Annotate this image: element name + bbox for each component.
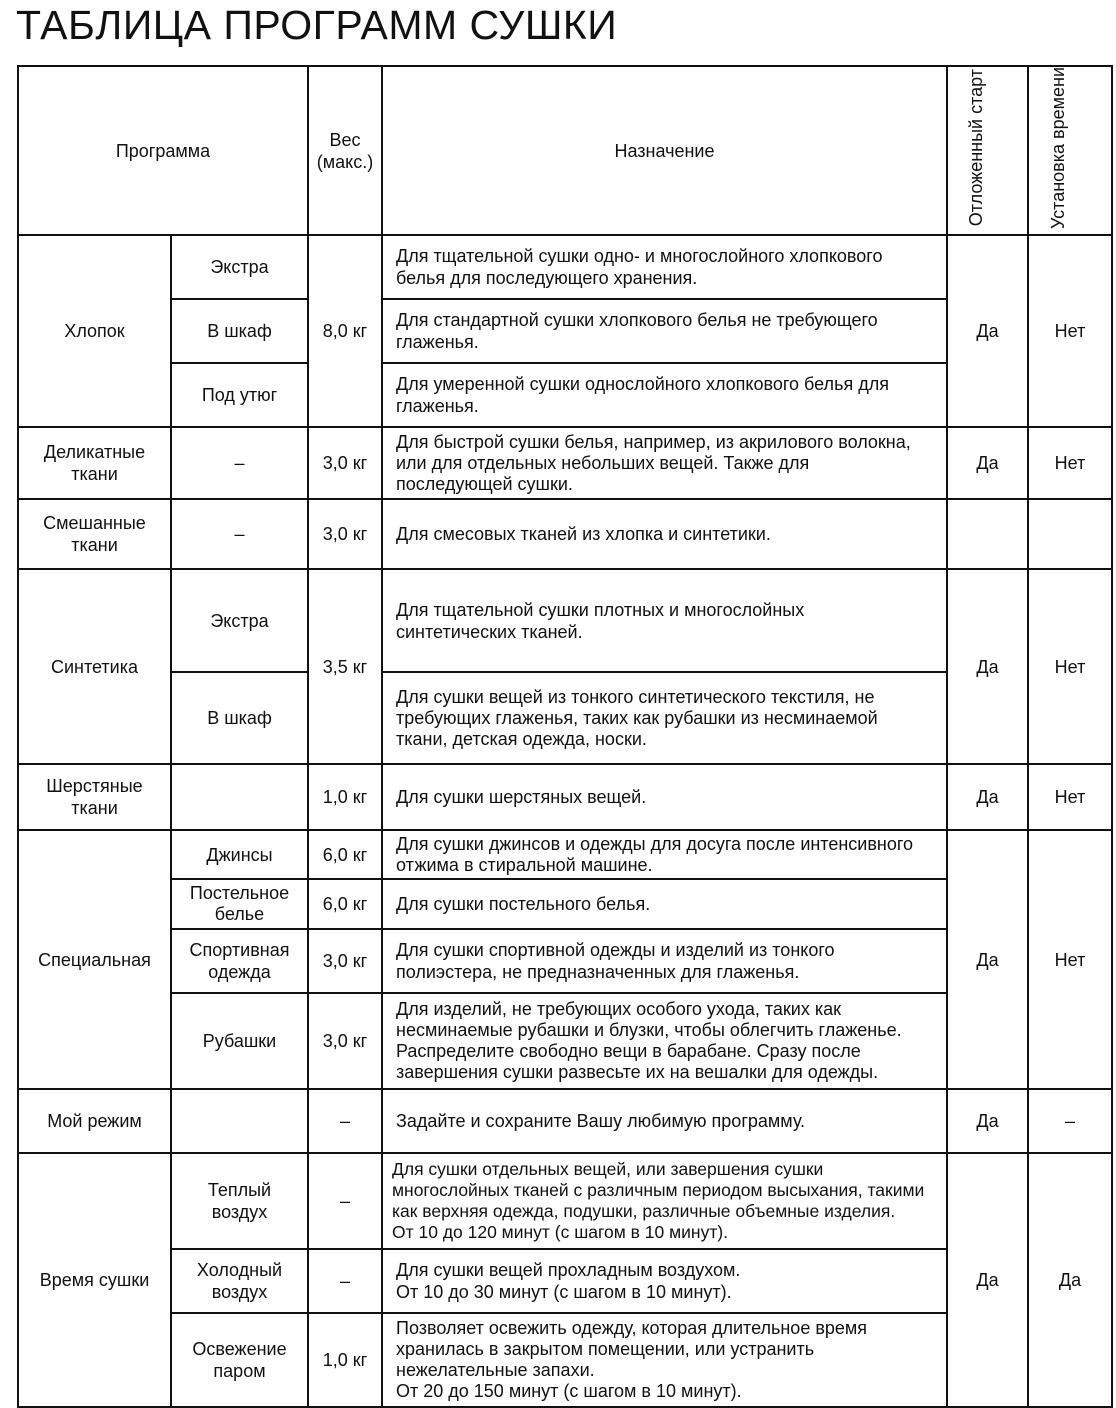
header-purpose: Назначение	[382, 66, 947, 235]
program-description: Для сушки постельного белья.	[382, 879, 947, 929]
program-name: Мой режим	[18, 1089, 171, 1153]
program-name: Время сушки	[18, 1153, 171, 1407]
table-row	[18, 569, 1112, 672]
program-name: Синтетика	[18, 569, 171, 764]
program-description: Для тщательной сушки одно- и многослойного хлопкового белья для последующего хранения.	[382, 235, 947, 299]
time-setting-value: –	[1028, 1089, 1112, 1153]
subprogram-name: Освежение паром	[171, 1313, 308, 1407]
time-setting-value: Да	[1028, 1153, 1112, 1407]
program-weight: –	[308, 1249, 382, 1313]
program-description: Позволяет освежить одежду, которая длительное время хранилась в закрытом помещении, или устранить нежелательные запахи. От 20 до 150 минут (с шагом в 10 минут).	[382, 1313, 947, 1407]
subprogram-name: В шкаф	[171, 672, 308, 764]
program-description: Для изделий, не требующих особого ухода, таких как несминаемые рубашки и блузки, чтобы облегчить глаженье. Распределите свободно вещи в барабане. Сразу после завершения сушки развесьте их на вешалки для одежды.	[382, 993, 947, 1089]
delayed-start-value: Да	[947, 1089, 1028, 1153]
program-name: Специальная	[18, 830, 171, 1089]
program-weight: 1,0 кг	[308, 764, 382, 830]
program-description: Для стандартной сушки хлопкового белья не требующего глаженья.	[382, 299, 947, 363]
header-delayed-start-label: Отложенный старт	[965, 69, 986, 227]
delayed-start-value: Да	[947, 427, 1028, 499]
subprogram-name: Рубашки	[171, 993, 308, 1089]
drying-programs-table	[17, 65, 1113, 1408]
delayed-start-value: Да	[947, 569, 1028, 764]
subprogram-name: –	[171, 427, 308, 499]
time-setting-value: Нет	[1028, 235, 1112, 427]
program-description: Для сушки вещей из тонкого синтетического текстиля, не требующих глаженья, таких как рубашки из несминаемой ткани, детская одежда, носки.	[382, 672, 947, 764]
header-time-setting-label: Установка времени	[1048, 67, 1068, 230]
subprogram-name: Холодный воздух	[171, 1249, 308, 1313]
program-weight: 6,0 кг	[308, 879, 382, 929]
delayed-start-value	[947, 499, 1028, 569]
program-weight: 3,5 кг	[308, 569, 382, 764]
subprogram-name: Постельное белье	[171, 879, 308, 929]
table-row	[18, 235, 1112, 299]
subprogram-name: Экстра	[171, 235, 308, 299]
program-description: Задайте и сохраните Вашу любимую программу.	[382, 1089, 947, 1153]
table-row	[18, 1089, 1112, 1153]
time-setting-value: Нет	[1028, 764, 1112, 830]
program-description: Для сушки вещей прохладным воздухом. От 10 до 30 минут (с шагом в 10 минут).	[382, 1249, 947, 1313]
page-title: ТАБЛИЦА ПРОГРАММ СУШКИ	[16, 2, 618, 48]
program-weight: 3,0 кг	[308, 499, 382, 569]
header-program: Программа	[18, 66, 308, 235]
subprogram-name: –	[171, 499, 308, 569]
program-description: Для сушки спортивной одежды и изделий из тонкого полиэстера, не предназначенных для глаженья.	[382, 929, 947, 993]
table-row	[18, 499, 1112, 569]
table-row	[18, 830, 1112, 879]
program-weight: 1,0 кг	[308, 1313, 382, 1407]
time-setting-value: Нет	[1028, 830, 1112, 1089]
subprogram-name	[171, 1089, 308, 1153]
program-description: Для сушки джинсов и одежды для досуга после интенсивного отжима в стиральной машине.	[382, 830, 947, 879]
program-weight: 6,0 кг	[308, 830, 382, 879]
subprogram-name: Теплый воздух	[171, 1153, 308, 1249]
table-row	[18, 427, 1112, 499]
time-setting-value	[1028, 499, 1112, 569]
subprogram-name: Спортивная одежда	[171, 929, 308, 993]
program-name: Деликатные ткани	[18, 427, 171, 499]
program-weight: –	[308, 1089, 382, 1153]
program-name: Смешанные ткани	[18, 499, 171, 569]
table-row	[18, 764, 1112, 830]
delayed-start-value: Да	[947, 830, 1028, 1089]
program-weight: –	[308, 1153, 382, 1249]
header-weight: Вес (макс.)	[308, 66, 382, 235]
time-setting-value: Нет	[1028, 427, 1112, 499]
header-delayed-start	[947, 66, 1028, 235]
subprogram-name: Джинсы	[171, 830, 308, 879]
program-name: Хлопок	[18, 235, 171, 427]
delayed-start-value: Да	[947, 1153, 1028, 1407]
delayed-start-value: Да	[947, 235, 1028, 427]
header-time-setting	[1028, 66, 1112, 235]
time-setting-value: Нет	[1028, 569, 1112, 764]
subprogram-name	[171, 764, 308, 830]
program-weight: 8,0 кг	[308, 235, 382, 427]
program-weight: 3,0 кг	[308, 427, 382, 499]
table-row	[18, 1153, 1112, 1249]
subprogram-name: В шкаф	[171, 299, 308, 363]
subprogram-name: Экстра	[171, 569, 308, 672]
delayed-start-value: Да	[947, 764, 1028, 830]
program-name: Шерстяные ткани	[18, 764, 171, 830]
subprogram-name: Под утюг	[171, 363, 308, 427]
program-description: Для быстрой сушки белья, например, из акрилового волокна, или для отдельных небольших вещей. Также для последующей сушки.	[382, 427, 947, 499]
program-description: Для умеренной сушки однослойного хлопкового белья для глаженья.	[382, 363, 947, 427]
program-weight: 3,0 кг	[308, 929, 382, 993]
program-weight: 3,0 кг	[308, 993, 382, 1089]
program-description: Для смесовых тканей из хлопка и синтетики.	[382, 499, 947, 569]
program-description: Для сушки отдельных вещей, или завершения сушки многослойных тканей с различным периодом высыхания, такими как верхняя одежда, подушки, различные объемные изделия. От 10 до 120 минут (с шагом в 10 минут).	[382, 1153, 947, 1249]
program-description: Для тщательной сушки плотных и многослойных синтетических тканей.	[382, 569, 947, 672]
program-description: Для сушки шерстяных вещей.	[382, 764, 947, 830]
table-header-row	[18, 66, 1112, 235]
